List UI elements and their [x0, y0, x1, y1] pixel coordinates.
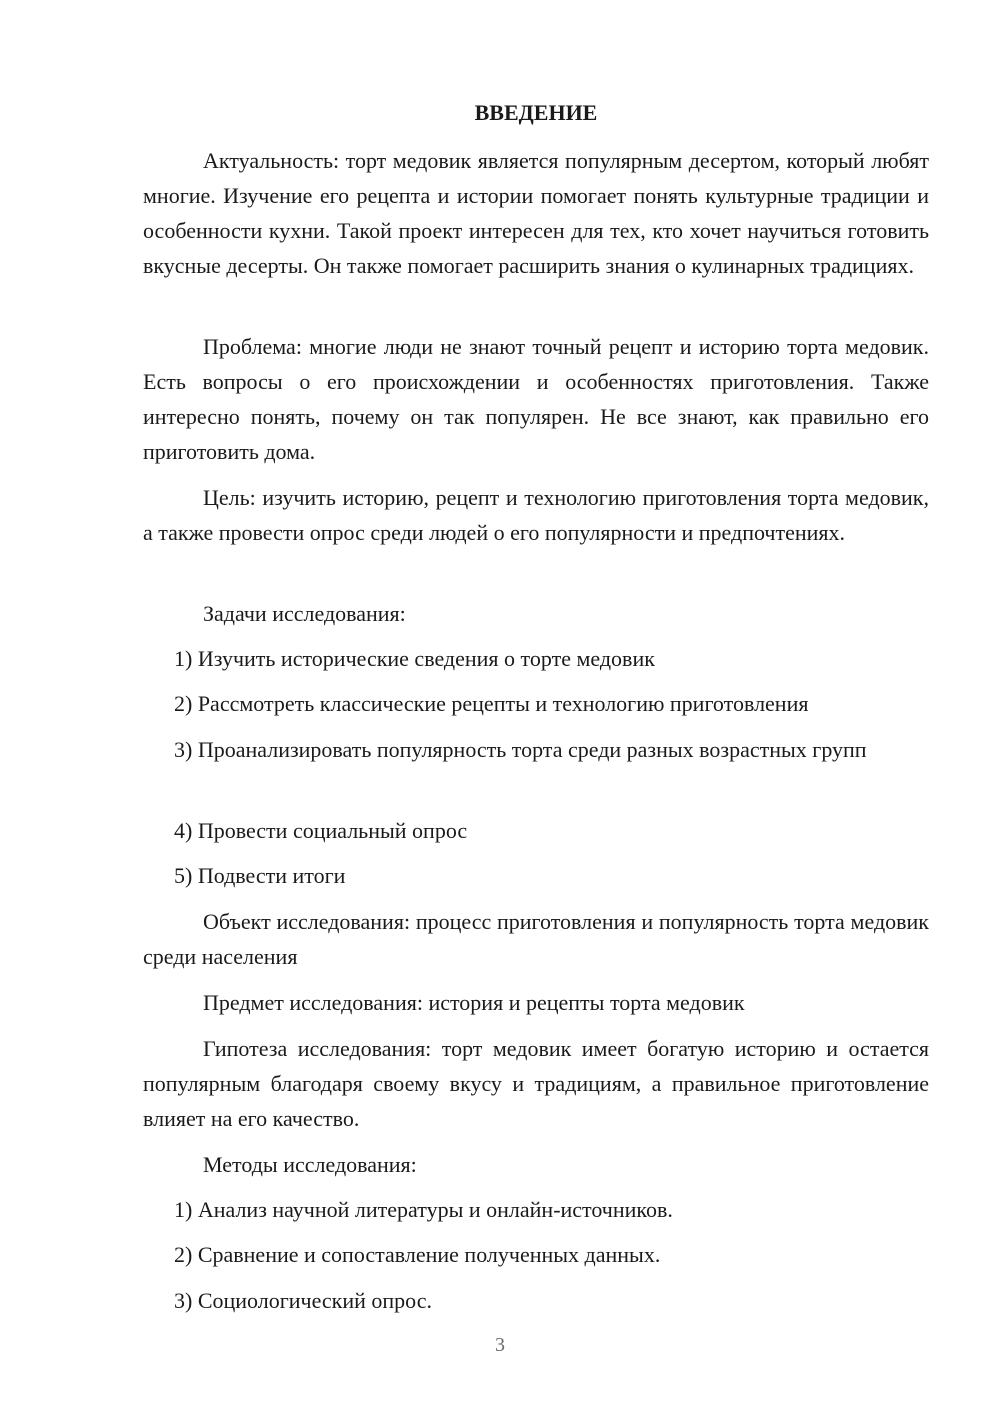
task-item-3: 3) Проанализировать популярность торта среди разных возрастных групп: [174, 737, 867, 762]
paragraph-goal: Цель: изучить историю, рецепт и технологию приготовления торта медовик, а также провести опрос среди людей о его популярности и предпочтениях.: [143, 485, 929, 545]
method-item-3: 3) Социологический опрос.: [174, 1288, 432, 1313]
paragraph-relevance: Актуальность: торт медовик является популярным десертом, который любят многие. Изучение его рецепта и истории помогает понять культурные традиции и особенности кухни. Такой проект интересен для тех, кто хочет научиться готовить вкусные десерты. Он также помогает расширить знания о кулинарных традициях.: [143, 148, 929, 278]
paragraph-problem: Проблема: многие люди не знают точный рецепт и историю торта медовик. Есть вопросы о его происхождении и особенностях приготовления. Также интересно понять, почему он так популярен. Не все знают, как правильно его приготовить дома.: [143, 334, 929, 464]
page-title: ВВЕДЕНИЕ: [474, 100, 598, 125]
paragraph-subject: Предмет исследования: история и рецепты торта медовик: [203, 990, 745, 1015]
task-item-2: 2) Рассмотреть классические рецепты и технологию приготовления: [174, 691, 809, 716]
paragraph-hypothesis: Гипотеза исследования: торт медовик имеет богатую историю и остается популярным благодаря своему вкусу и традициям, а правильное приготовление влияет на его качество.: [143, 1036, 929, 1131]
method-item-2: 2) Сравнение и сопоставление полученных данных.: [174, 1242, 661, 1267]
paragraph-object: Объект исследования: процесс приготовления и популярность торта медовик среди населения: [143, 909, 929, 969]
page-number: 3: [495, 1334, 505, 1356]
methods-heading: Методы исследования:: [203, 1152, 417, 1177]
task-item-4: 4) Провести социальный опрос: [174, 818, 468, 843]
method-item-1: 1) Анализ научной литературы и онлайн-источников.: [174, 1197, 673, 1222]
tasks-heading: Задачи исследования:: [203, 601, 406, 626]
task-item-1: 1) Изучить исторические сведения о торте медовик: [174, 646, 655, 671]
task-item-5: 5) Подвести итоги: [174, 863, 346, 888]
